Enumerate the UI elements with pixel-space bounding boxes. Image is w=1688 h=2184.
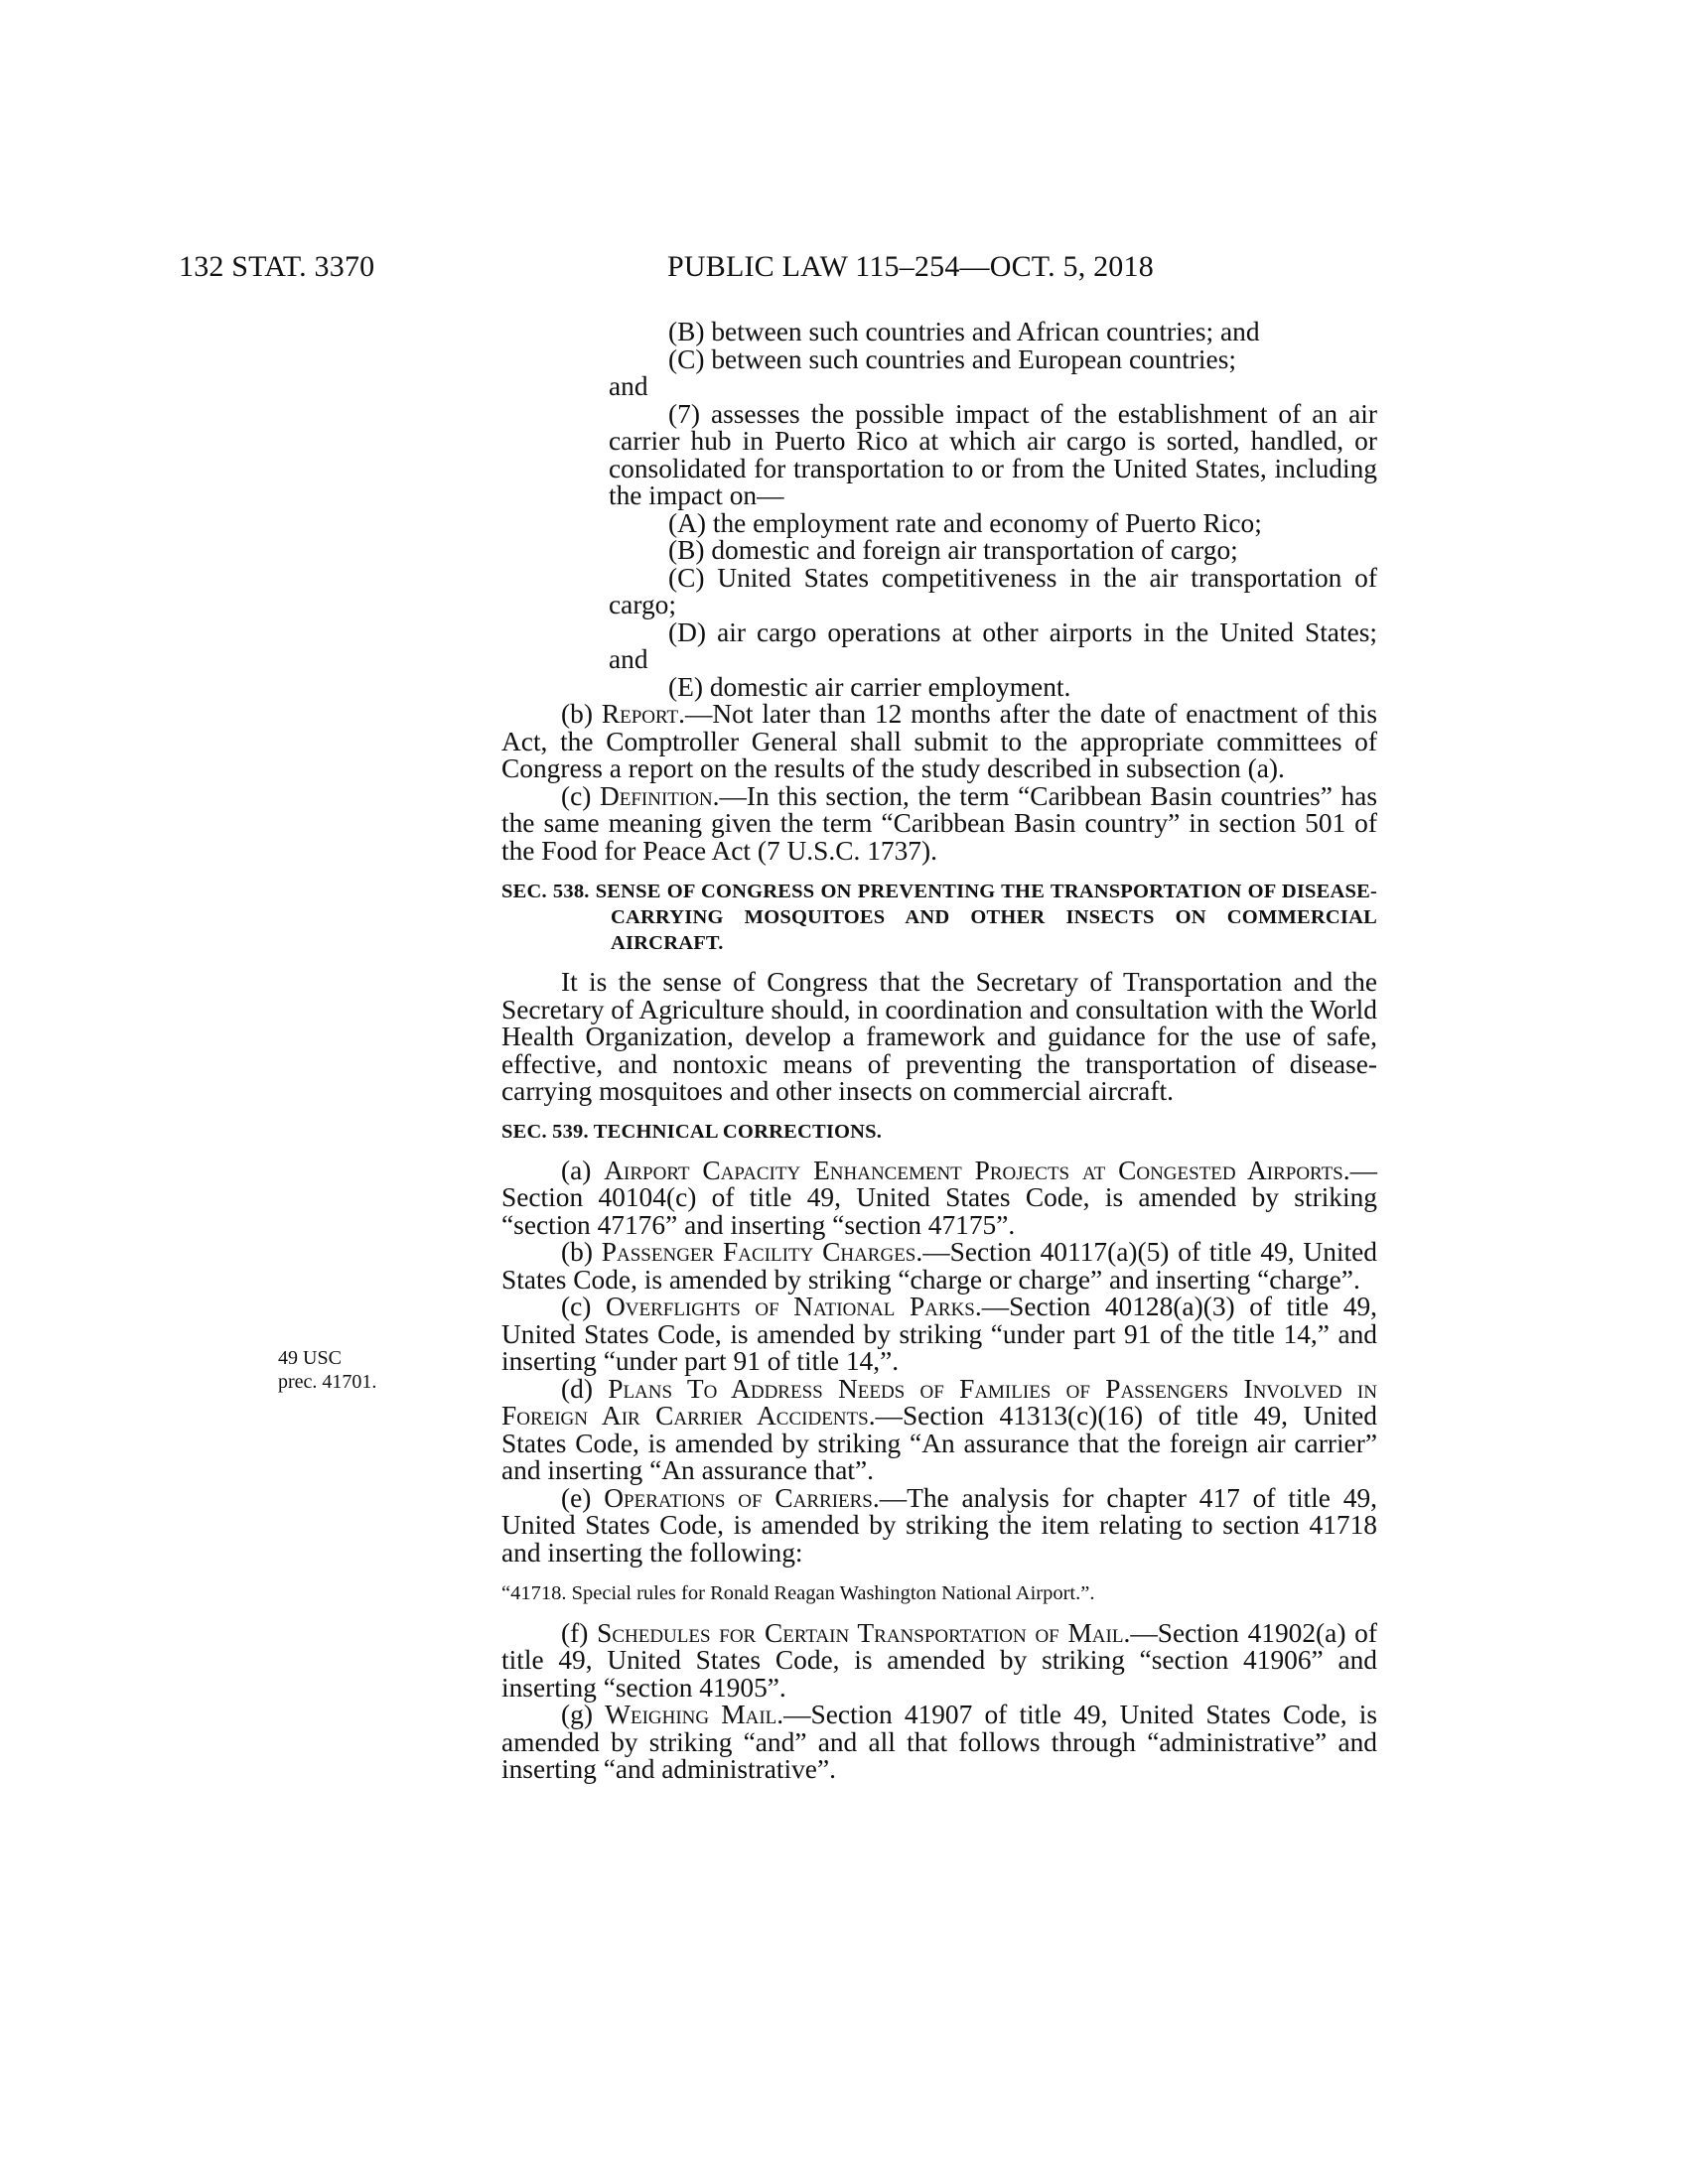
paragraph: (C) between such countries and European countries; (668, 343, 1236, 374)
paragraph: (A) the employment rate and economy of Puerto Rico; (668, 507, 1262, 538)
running-head: PUBLIC LAW 115–254—OCT. 5, 2018 (667, 250, 1154, 283)
subsection-text: .—Section 41313(c)(16) of title 49, United States Code, is amended by striking “An assurance that the foreign air carrier” and inserting “An assurance that”. (501, 1401, 1377, 1485)
subsection-b (501, 1239, 1377, 1294)
subsection-heading: Operations of Carriers (604, 1482, 873, 1513)
margin-note-line: prec. 41701. (278, 1371, 377, 1393)
section-heading: SEC. 538. SENSE OF CONGRESS ON PREVENTING THE TRANSPORTATION OF DISEASE-CARRYING MOSQUITOES AND OTHER INSECTS ON COMMERCIAL AIRCRAFT. (501, 881, 1377, 954)
subsection-label: (d) (561, 1373, 609, 1404)
subsection-text: .—Section 41902(a) of title 49, United States Code, is amended by striking “section 41906” and inserting “section 41905”. (501, 1617, 1377, 1703)
subsection-g (501, 1702, 1377, 1784)
subsection-d (501, 1373, 1377, 1485)
subsection-heading: Overflights of National Parks (605, 1292, 975, 1321)
paragraph: (B) between such countries and African countries; and (668, 317, 1260, 346)
section-text: It is the sense of Congress that the Secretary of Transportation and the Secretary of Agriculture should, in coordination and consultation with the World Health Organization, develop a framework and guidance for the use of safe, effective, and nontoxic means of preventing the transportation of disease-carrying mosquitoes and other insects on commercial aircraft. (501, 967, 1377, 1106)
subsection-heading: Passenger Facility Charges (601, 1237, 916, 1267)
subsection-label: (a) (561, 1155, 605, 1185)
subsection-text: .—Section 40104(c) of title 49, United States Code, is amended by striking “section 47176” and inserting “section 47175”. (501, 1155, 1377, 1240)
subsection-report (501, 701, 1377, 783)
margin-note-line: 49 USC (278, 1347, 342, 1369)
subsection-e (501, 1482, 1377, 1568)
subsection-text: .—Section 41907 of title 49, United States Code, is amended by striking “and” and all that follows through “administrative” and inserting “and administrative”. (501, 1700, 1377, 1784)
subsection-text: .—Section 40117(a)(5) of title 49, United States Code, is amended by striking “charge or charge” and inserting “charge”. (501, 1237, 1377, 1295)
subsection-text: .—In this section, the term “Caribbean Basin countries” has the same meaning given the term “Caribbean Basin country” in section 501 of the Food for Peace Act (7 U.S.C. 1737). (501, 780, 1377, 866)
paragraph: (D) air cargo operations at other airports in the United States; and (609, 616, 1377, 674)
subsection-heading: Definition (599, 780, 713, 811)
subsection-c (501, 1294, 1377, 1376)
subsection-text: .—The analysis for chapter 417 of title 49, United States Code, is amended by striking the item relating to section 41718 and inserting the following: (501, 1482, 1377, 1568)
statute-page-number: 132 STAT. 3370 (179, 250, 375, 283)
subsection-heading: Plans To Address Needs of Families of Passengers Involved in Foreign Air Carrier Accidents (501, 1373, 1377, 1431)
subsection-heading: Report (601, 699, 679, 729)
quoted-item: “41718. Special rules for Ronald Reagan Washington National Airport.”. (501, 1582, 1095, 1604)
paragraph: (E) domestic air carrier employment. (668, 671, 1071, 702)
subsection-heading: Weighing Mail (605, 1700, 777, 1729)
paragraph: (C) United States competitiveness in the air transportation of cargo; (609, 562, 1377, 619)
subsection-label: (c) (561, 780, 600, 811)
subsection-label: (b) (561, 699, 602, 729)
subsection-definition (501, 780, 1377, 866)
document-body (501, 319, 1377, 1784)
subsection-heading: Schedules for Certain Transportation of Mail (597, 1617, 1124, 1648)
margin-note (278, 1346, 376, 1394)
subsection-label: (f) (561, 1617, 598, 1648)
subsection-label: (e) (561, 1482, 605, 1513)
subsection-a (501, 1155, 1377, 1240)
subsection-f (501, 1617, 1377, 1703)
paragraph: (B) domestic and foreign air transportation of cargo; (668, 535, 1238, 565)
subsection-label: (g) (561, 1700, 606, 1729)
subsection-text: .—Section 40128(a)(3) of title 49, United States Code, is amended by striking “under part 91 of the title 14,” and inserting “under part 91 of title 14,”. (501, 1292, 1377, 1376)
subsection-label: (c) (561, 1292, 606, 1321)
subsection-text: .—Not later than 12 months after the date of enactment of this Act, the Comptroller General shall submit to the appropriate committees of Congress a report on the results of the study described in subsection (a). (501, 699, 1377, 783)
section-heading: SEC. 539. TECHNICAL CORRECTIONS. (501, 1120, 883, 1143)
subsection-heading: Airport Capacity Enhancement Projects at Congested Airports (604, 1155, 1343, 1185)
paragraph: (7) assesses the possible impact of the establishment of an air carrier hub in Puerto Rico at which air cargo is sorted, handled, or consolidated for transportation to or from the United States, including the impact on— (609, 398, 1377, 510)
subsection-label: (b) (561, 1237, 602, 1267)
paragraph: and (609, 371, 648, 401)
